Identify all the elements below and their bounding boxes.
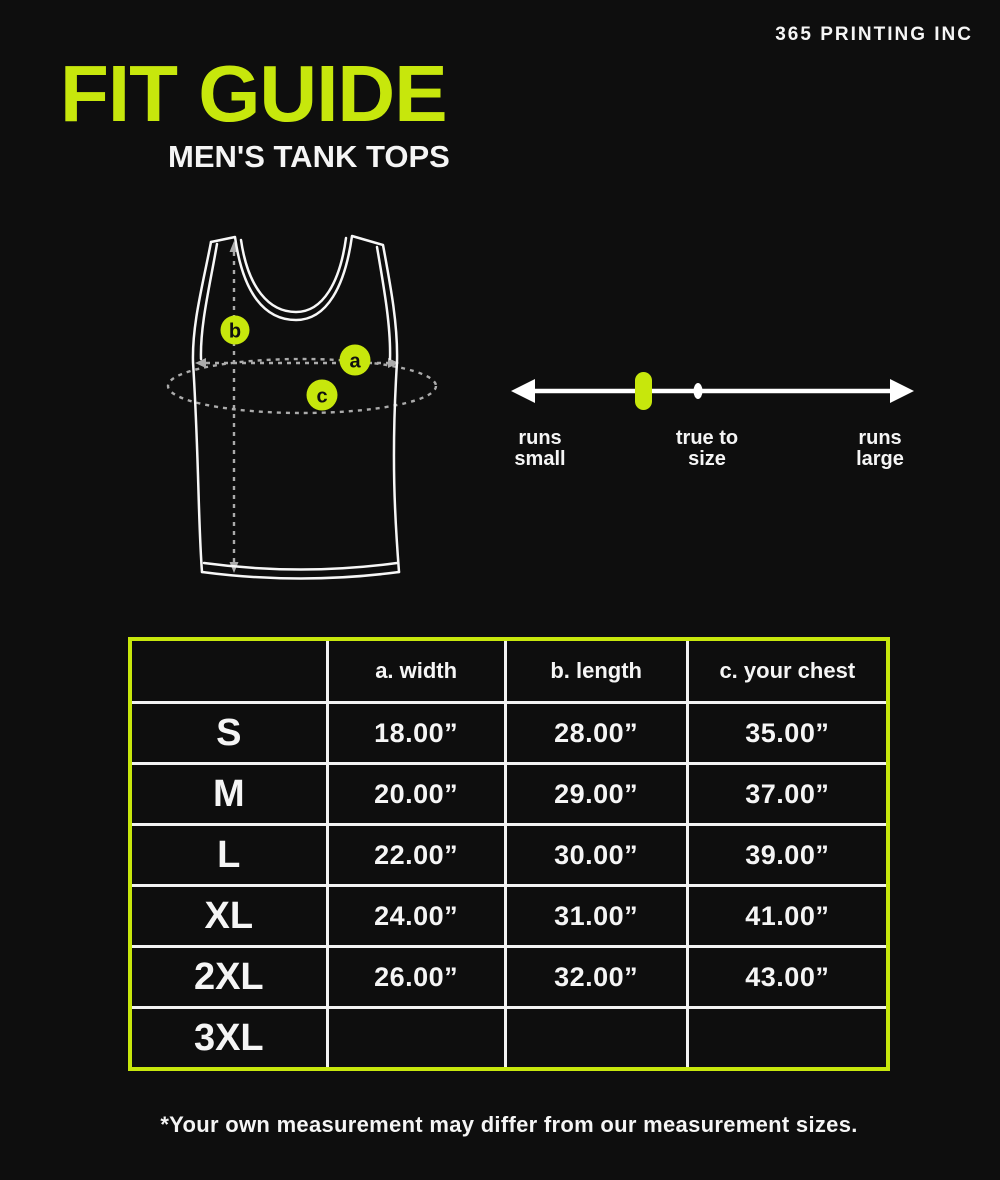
header-empty <box>130 639 327 703</box>
chest-cell: 35.00” <box>687 703 888 764</box>
table-row <box>130 825 888 886</box>
chest-cell: 41.00” <box>687 886 888 947</box>
length-cell: 29.00” <box>505 764 687 825</box>
table-row <box>130 886 888 947</box>
size-cell: XL <box>130 886 327 947</box>
tank-top-diagram <box>165 228 445 598</box>
size-cell: 3XL <box>130 1008 327 1070</box>
marker-c <box>307 380 338 411</box>
marker-b <box>221 316 250 345</box>
marker-a-label: a <box>349 350 361 373</box>
size-cell: 2XL <box>130 947 327 1008</box>
width-cell: 18.00” <box>327 703 505 764</box>
table-header-row <box>130 639 888 703</box>
chest-cell <box>687 1008 888 1070</box>
page-title: FIT GUIDE <box>60 49 447 138</box>
size-cell: M <box>130 764 327 825</box>
size-cell: L <box>130 825 327 886</box>
tank-top-illustration-icon <box>165 228 445 598</box>
table-row <box>130 703 888 764</box>
page-subtitle: MEN'S TANK TOPS <box>168 139 450 174</box>
length-cell: 28.00” <box>505 703 687 764</box>
fit-scale <box>505 358 925 478</box>
arrow-left-icon <box>511 379 535 403</box>
length-cell: 31.00” <box>505 886 687 947</box>
brand-name: 365 PRINTING INC <box>775 24 973 45</box>
chest-cell: 37.00” <box>687 764 888 825</box>
arrow-right-icon <box>890 379 914 403</box>
length-cell: 30.00” <box>505 825 687 886</box>
width-cell: 22.00” <box>327 825 505 886</box>
header-width: a. width <box>327 639 505 703</box>
fit-position-marker <box>635 372 652 410</box>
measurement-disclaimer: *Your own measurement may differ from our measurement sizes. <box>160 1112 858 1137</box>
marker-a <box>340 345 371 376</box>
header-length: b. length <box>505 639 687 703</box>
fit-scale-axis <box>505 358 925 428</box>
table-row <box>130 1008 888 1070</box>
width-cell <box>327 1008 505 1070</box>
scale-label-runs-large: runs large <box>856 427 904 470</box>
chest-cell: 43.00” <box>687 947 888 1008</box>
chest-cell: 39.00” <box>687 825 888 886</box>
length-cell: 32.00” <box>505 947 687 1008</box>
length-cell <box>505 1008 687 1070</box>
width-cell: 24.00” <box>327 886 505 947</box>
table-row <box>130 947 888 1008</box>
marker-b-label: b <box>228 320 242 343</box>
header-chest: c. your chest <box>687 639 888 703</box>
true-to-size-tick <box>694 383 703 399</box>
width-cell: 20.00” <box>327 764 505 825</box>
size-table <box>128 637 890 1071</box>
table-row <box>130 764 888 825</box>
marker-c-label: c <box>316 385 328 408</box>
scale-label-true-to-size: true to size <box>675 427 739 470</box>
scale-label-runs-small: runs small <box>514 427 566 470</box>
size-cell: S <box>130 703 327 764</box>
width-cell: 26.00” <box>327 947 505 1008</box>
